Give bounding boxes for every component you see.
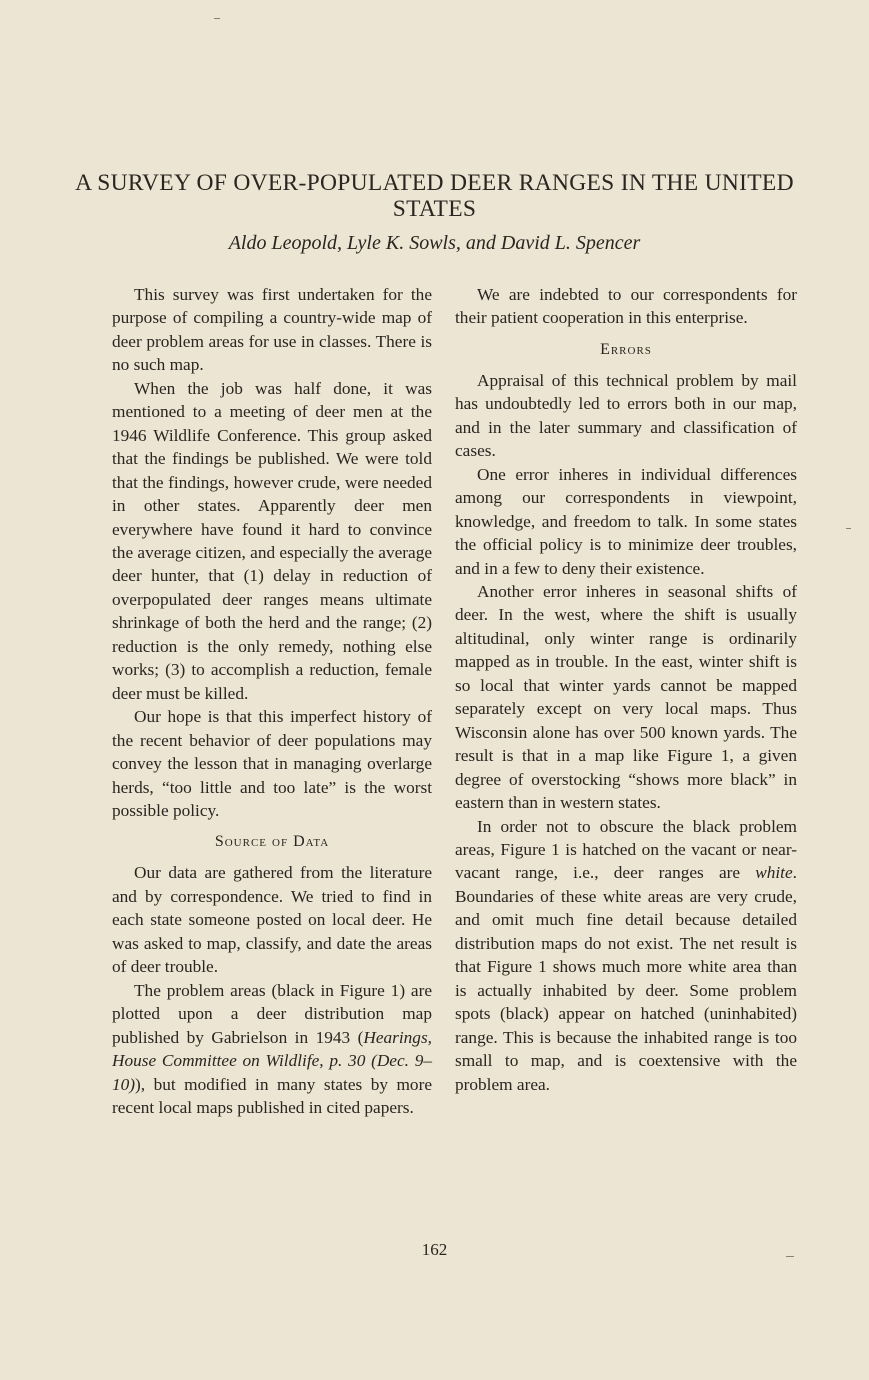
article-title: A SURVEY OF OVER-POPULATED DEER RANGES IN THE UNITED STATES xyxy=(75,170,794,222)
right-column xyxy=(455,283,797,1096)
article-authors: Aldo Leopold, Lyle K. Sowls, and David L. Spencer xyxy=(228,232,641,254)
paragraph: We are indebted to our correspondents for their patient cooperation in this enterprise. xyxy=(455,285,797,328)
paragraph: One error inheres in individual differences among our correspondents in viewpoint, knowledge, and freedom to talk. In some states the official policy is to minimize deer troubles, and in a few to deny their existence. xyxy=(455,464,797,578)
paragraph: This survey was first undertaken for the purpose of compiling a country-wide map of deer problem areas for use in classes. There is no such map. xyxy=(112,285,432,375)
emphasis: white xyxy=(755,863,793,883)
section-heading-source-of-data: Source of Data xyxy=(214,833,330,851)
paragraph-text: In order not to obscure the black problem areas, Figure 1 is hatched on the vacant or near-vacant range, i.e., deer ranges are xyxy=(455,816,797,883)
paragraph: Appraisal of this technical problem by mail has undoubtedly led to errors both in our map, and in the later summary and classification of cases. xyxy=(455,370,797,461)
paragraph xyxy=(455,815,797,1096)
paragraph xyxy=(112,979,432,1120)
paragraph-text: The problem areas (black in Figure 1) are plotted upon a deer distribution map published by Gabrielson in 1943 ( xyxy=(112,980,432,1047)
left-column xyxy=(112,283,432,1119)
scan-speck xyxy=(214,18,220,19)
scan-speck xyxy=(846,528,851,529)
paragraph: When the job was half done, it was mentioned to a meeting of deer men at the 1946 Wildlife Conference. This group asked that the findings be published. We were told that the findings, however crude, were needed in other states. Apparently deer men everywhere have found it hard to convince the average citizen, and especially the average deer hunter, that (1) delay in reduction of overpopulated deer ranges means ultimate shrinkage of both the herd and the range; (2) reduction is the only remedy, nothing else works; (3) to accomplish a reduction, female deer must be killed. xyxy=(112,378,432,703)
paragraph-text: ), but modified in many states by more recent local maps published in cited papers. xyxy=(112,1074,432,1117)
paragraph: Our data are gathered from the literature and by correspondence. We tried to find in each state someone posted on local deer. He was asked to map, classify, and date the areas of deer trouble. xyxy=(112,863,432,977)
paragraph-text: . Boundaries of these white areas are very crude, and omit much fine detail because detailed distribution maps do not exist. The net result is that Figure 1 shows much more white area than is actually inhabited by deer. Some problem spots (black) appear on hatched (uninhabited) range. This is because the inhabited range is too small to map, and is coextensive with the problem area. xyxy=(455,863,797,1094)
citation: Hearings, House Committee on Wildlife, p. 30 (Dec. 9–10) xyxy=(112,1027,432,1094)
page-number: 162 xyxy=(421,1240,448,1259)
paragraph: Another error inheres in seasonal shifts of deer. In the west, where the shift is usually altitudinal, only winter range is ordinarily mapped as in trouble. In the east, winter shift is so local that winter yards cannot be mapped separately except on very local maps. Thus Wisconsin alone has over 500 known yards. The result is that in a map like Figure 1, a given degree of overstocking “shows more black” in eastern than in western states. xyxy=(455,581,797,813)
section-heading-errors: Errors xyxy=(600,340,652,358)
paragraph: Our hope is that this imperfect history of the recent behavior of deer populations may convey the lesson that in managing overlarge herds, “too little and too late” is the worst possible policy. xyxy=(112,707,432,820)
